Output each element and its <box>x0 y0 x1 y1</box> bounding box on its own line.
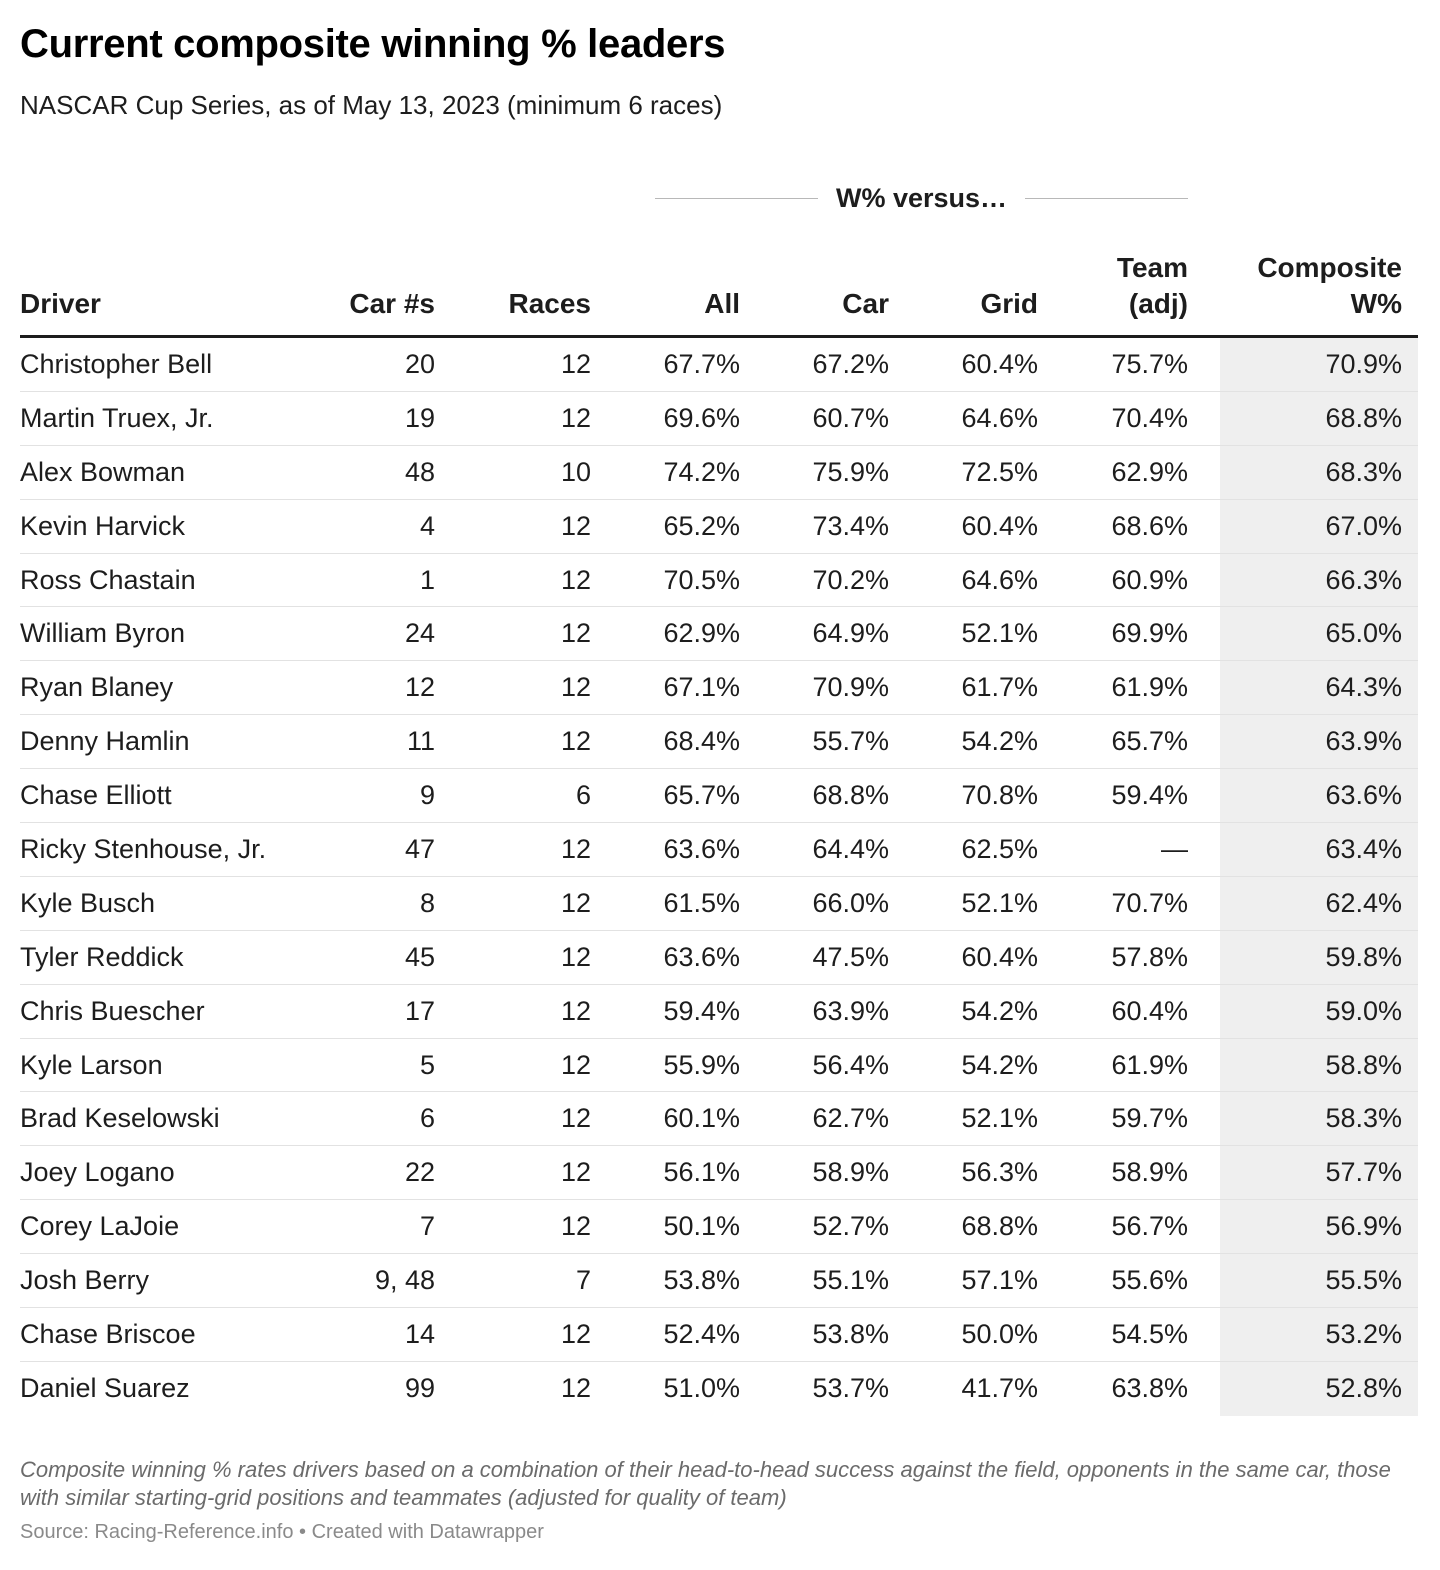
cell-grid: 70.8% <box>961 780 1038 811</box>
cell-car-numbers: 4 <box>419 510 435 541</box>
cell-grid: 50.0% <box>961 1318 1038 1349</box>
column-group-label: W% versus… <box>835 182 1008 213</box>
cell-team-adj: 68.6% <box>1111 510 1188 541</box>
cell-races: 12 <box>560 995 591 1026</box>
cell-races: 12 <box>560 618 591 649</box>
cell-composite: 58.3% <box>1325 1103 1402 1134</box>
cell-races: 12 <box>560 348 591 379</box>
cell-team-adj: 61.9% <box>1111 1049 1188 1080</box>
table-row <box>20 1308 1418 1362</box>
table-row <box>20 1200 1418 1254</box>
cell-all: 61.5% <box>663 887 740 918</box>
cell-grid: 52.1% <box>961 618 1038 649</box>
cell-composite: 63.4% <box>1325 833 1402 864</box>
cell-driver: Daniel Suarez <box>20 1373 190 1404</box>
cell-team-adj: 61.9% <box>1111 672 1188 703</box>
cell-car-numbers: 19 <box>404 402 435 433</box>
header-composite-line1: Composite <box>1257 252 1402 283</box>
cell-team-adj: 59.4% <box>1111 780 1188 811</box>
cell-composite: 62.4% <box>1325 887 1402 918</box>
cell-team-adj: 58.9% <box>1111 1157 1188 1188</box>
header-composite <box>1257 250 1402 322</box>
cell-grid: 56.3% <box>961 1157 1038 1188</box>
chart-subtitle: NASCAR Cup Series, as of May 13, 2023 (minimum 6 races) <box>20 90 723 120</box>
cell-driver: Kevin Harvick <box>20 510 186 541</box>
cell-all: 63.6% <box>663 941 740 972</box>
cell-races: 12 <box>560 833 591 864</box>
cell-car-numbers: 9, 48 <box>374 1265 435 1296</box>
cell-all: 63.6% <box>663 833 740 864</box>
cell-car: 64.9% <box>812 618 889 649</box>
cell-car: 53.8% <box>812 1318 889 1349</box>
cell-races: 7 <box>575 1265 591 1296</box>
cell-races: 12 <box>560 1373 591 1404</box>
table-row <box>20 1092 1418 1146</box>
cell-grid: 41.7% <box>961 1373 1038 1404</box>
table-row <box>20 607 1418 661</box>
cell-composite: 63.6% <box>1325 780 1402 811</box>
cell-races: 10 <box>560 456 591 487</box>
cell-driver: Josh Berry <box>20 1265 150 1296</box>
cell-grid: 54.2% <box>961 995 1038 1026</box>
column-group-header <box>655 178 1188 218</box>
cell-all: 59.4% <box>663 995 740 1026</box>
cell-races: 12 <box>560 1318 591 1349</box>
group-rule-right <box>1025 198 1188 199</box>
cell-races: 12 <box>560 1049 591 1080</box>
table-row <box>20 1254 1418 1308</box>
cell-team-adj: 65.7% <box>1111 726 1188 757</box>
cell-car-numbers: 45 <box>404 941 435 972</box>
cell-composite: 52.8% <box>1325 1373 1402 1404</box>
cell-team-adj: 60.9% <box>1111 564 1188 595</box>
cell-all: 67.1% <box>663 672 740 703</box>
cell-driver: Alex Bowman <box>20 456 186 487</box>
cell-team-adj: 70.7% <box>1111 887 1188 918</box>
cell-composite: 58.8% <box>1325 1049 1402 1080</box>
table-row <box>20 823 1418 877</box>
cell-team-adj: 59.7% <box>1111 1103 1188 1134</box>
cell-team-adj: 60.4% <box>1111 995 1188 1026</box>
cell-races: 12 <box>560 941 591 972</box>
cell-car: 63.9% <box>812 995 889 1026</box>
table-row <box>20 985 1418 1039</box>
cell-car-numbers: 14 <box>404 1318 435 1349</box>
cell-car-numbers: 99 <box>404 1373 435 1404</box>
cell-driver: Ricky Stenhouse, Jr. <box>20 833 267 864</box>
cell-all: 65.7% <box>663 780 740 811</box>
header-car-numbers: Car #s <box>349 288 435 319</box>
cell-car-numbers: 47 <box>404 833 435 864</box>
cell-car-numbers: 9 <box>419 780 435 811</box>
cell-composite: 68.3% <box>1325 456 1402 487</box>
cell-grid: 62.5% <box>961 833 1038 864</box>
cell-car: 73.4% <box>812 510 889 541</box>
cell-team-adj: 62.9% <box>1111 456 1188 487</box>
cell-races: 6 <box>575 780 591 811</box>
cell-driver: William Byron <box>20 618 186 649</box>
cell-all: 68.4% <box>663 726 740 757</box>
cell-races: 12 <box>560 887 591 918</box>
header-races: Races <box>508 288 591 319</box>
table-row <box>20 392 1418 446</box>
table-row <box>20 715 1418 769</box>
cell-car: 67.2% <box>812 348 889 379</box>
cell-grid: 64.6% <box>961 564 1038 595</box>
cell-car-numbers: 8 <box>419 887 435 918</box>
cell-grid: 60.4% <box>961 510 1038 541</box>
table-row <box>20 769 1418 823</box>
cell-team-adj: — <box>1161 833 1188 864</box>
header-team-adj <box>1117 250 1188 322</box>
cell-composite: 55.5% <box>1325 1265 1402 1296</box>
table-header <box>20 240 1418 336</box>
cell-car: 70.2% <box>812 564 889 595</box>
cell-car: 55.7% <box>812 726 889 757</box>
cell-car: 75.9% <box>812 456 889 487</box>
table-row <box>20 931 1418 985</box>
cell-car-numbers: 6 <box>419 1103 435 1134</box>
cell-composite: 59.0% <box>1325 995 1402 1026</box>
cell-car-numbers: 48 <box>404 456 435 487</box>
cell-car: 55.1% <box>812 1265 889 1296</box>
cell-car-numbers: 24 <box>404 618 435 649</box>
table-row <box>20 1146 1418 1200</box>
cell-car-numbers: 5 <box>419 1049 435 1080</box>
cell-car: 60.7% <box>812 402 889 433</box>
cell-car-numbers: 11 <box>406 726 435 757</box>
cell-all: 51.0% <box>663 1373 740 1404</box>
cell-driver: Chase Briscoe <box>20 1318 196 1349</box>
header-team-line1: Team <box>1116 252 1188 283</box>
cell-team-adj: 55.6% <box>1111 1265 1188 1296</box>
table-row <box>20 877 1418 931</box>
cell-races: 12 <box>560 726 591 757</box>
cell-team-adj: 75.7% <box>1111 348 1188 379</box>
cell-driver: Brad Keselowski <box>20 1103 220 1134</box>
header-all: All <box>704 288 740 319</box>
cell-grid: 64.6% <box>961 402 1038 433</box>
cell-all: 70.5% <box>663 564 740 595</box>
cell-composite: 64.3% <box>1325 672 1402 703</box>
cell-driver: Denny Hamlin <box>20 726 190 757</box>
cell-car-numbers: 17 <box>404 995 435 1026</box>
cell-car: 68.8% <box>812 780 889 811</box>
cell-composite: 57.7% <box>1325 1157 1402 1188</box>
cell-composite: 68.8% <box>1325 402 1402 433</box>
cell-grid: 72.5% <box>961 456 1038 487</box>
cell-car: 47.5% <box>812 941 889 972</box>
cell-composite: 56.9% <box>1325 1211 1402 1242</box>
table-row <box>20 446 1418 500</box>
cell-races: 12 <box>560 1211 591 1242</box>
cell-all: 52.4% <box>663 1318 740 1349</box>
cell-car: 58.9% <box>812 1157 889 1188</box>
cell-all: 60.1% <box>663 1103 740 1134</box>
table-body <box>20 338 1418 1416</box>
cell-grid: 57.1% <box>961 1265 1038 1296</box>
cell-all: 67.7% <box>663 348 740 379</box>
cell-composite: 67.0% <box>1325 510 1402 541</box>
cell-car-numbers: 22 <box>404 1157 435 1188</box>
cell-grid: 52.1% <box>961 1103 1038 1134</box>
cell-car-numbers: 20 <box>404 348 435 379</box>
cell-races: 12 <box>560 1157 591 1188</box>
cell-races: 12 <box>560 402 591 433</box>
cell-grid: 52.1% <box>961 887 1038 918</box>
cell-driver: Ross Chastain <box>20 564 196 595</box>
cell-grid: 61.7% <box>961 672 1038 703</box>
cell-car: 64.4% <box>812 833 889 864</box>
cell-driver: Chase Elliott <box>20 780 172 811</box>
cell-all: 55.9% <box>663 1049 740 1080</box>
cell-team-adj: 63.8% <box>1111 1373 1188 1404</box>
cell-driver: Ryan Blaney <box>20 672 174 703</box>
header-driver: Driver <box>20 288 101 319</box>
header-grid: Grid <box>980 288 1038 319</box>
table-row <box>20 1039 1418 1093</box>
cell-driver: Tyler Reddick <box>20 941 184 972</box>
cell-composite: 66.3% <box>1325 564 1402 595</box>
cell-car: 52.7% <box>812 1211 889 1242</box>
cell-car-numbers: 1 <box>419 564 435 595</box>
cell-all: 62.9% <box>663 618 740 649</box>
cell-composite: 70.9% <box>1325 348 1402 379</box>
cell-all: 69.6% <box>663 402 740 433</box>
table-row <box>20 338 1418 392</box>
chart-source: Source: Racing-Reference.info • Created with Datawrapper <box>20 1521 544 1543</box>
cell-grid: 54.2% <box>961 726 1038 757</box>
cell-team-adj: 56.7% <box>1111 1211 1188 1242</box>
cell-driver: Martin Truex, Jr. <box>20 402 214 433</box>
cell-driver: Chris Buescher <box>20 995 205 1026</box>
cell-car: 62.7% <box>812 1103 889 1134</box>
cell-all: 53.8% <box>663 1265 740 1296</box>
cell-races: 12 <box>560 510 591 541</box>
cell-car: 53.7% <box>812 1373 889 1404</box>
cell-composite: 53.2% <box>1325 1318 1402 1349</box>
cell-composite: 65.0% <box>1325 618 1402 649</box>
table-row <box>20 661 1418 715</box>
table-row <box>20 554 1418 608</box>
cell-driver: Kyle Busch <box>20 887 156 918</box>
chart-notes: Composite winning % rates drivers based on a combination of their head-to-head success against the field, opponents in the same car, those with similar starting-grid positions and teammates (adjusted for quality of team) <box>20 1457 1391 1510</box>
cell-car: 56.4% <box>812 1049 889 1080</box>
cell-races: 12 <box>560 564 591 595</box>
cell-grid: 68.8% <box>961 1211 1038 1242</box>
header-car: Car <box>842 288 889 319</box>
cell-composite: 59.8% <box>1325 941 1402 972</box>
cell-driver: Christopher Bell <box>20 348 213 379</box>
header-composite-line2: W% <box>1350 288 1402 319</box>
cell-team-adj: 69.9% <box>1111 618 1188 649</box>
cell-all: 65.2% <box>663 510 740 541</box>
cell-grid: 54.2% <box>961 1049 1038 1080</box>
table-row <box>20 500 1418 554</box>
cell-team-adj: 70.4% <box>1111 402 1188 433</box>
cell-car: 70.9% <box>812 672 889 703</box>
group-rule-left <box>655 198 818 199</box>
cell-car-numbers: 7 <box>419 1211 435 1242</box>
cell-all: 56.1% <box>663 1157 740 1188</box>
chart-title: Current composite winning % leaders <box>20 22 726 66</box>
cell-team-adj: 57.8% <box>1111 941 1188 972</box>
cell-team-adj: 54.5% <box>1111 1318 1188 1349</box>
cell-driver: Kyle Larson <box>20 1049 163 1080</box>
cell-races: 12 <box>560 672 591 703</box>
cell-car: 66.0% <box>812 887 889 918</box>
cell-grid: 60.4% <box>961 348 1038 379</box>
cell-driver: Joey Logano <box>20 1157 175 1188</box>
cell-composite: 63.9% <box>1325 726 1402 757</box>
cell-car-numbers: 12 <box>404 672 435 703</box>
table-row <box>20 1362 1418 1416</box>
cell-all: 50.1% <box>663 1211 740 1242</box>
header-team-line2: (adj) <box>1128 288 1188 319</box>
cell-grid: 60.4% <box>961 941 1038 972</box>
cell-driver: Corey LaJoie <box>20 1211 180 1242</box>
cell-races: 12 <box>560 1103 591 1134</box>
cell-all: 74.2% <box>663 456 740 487</box>
